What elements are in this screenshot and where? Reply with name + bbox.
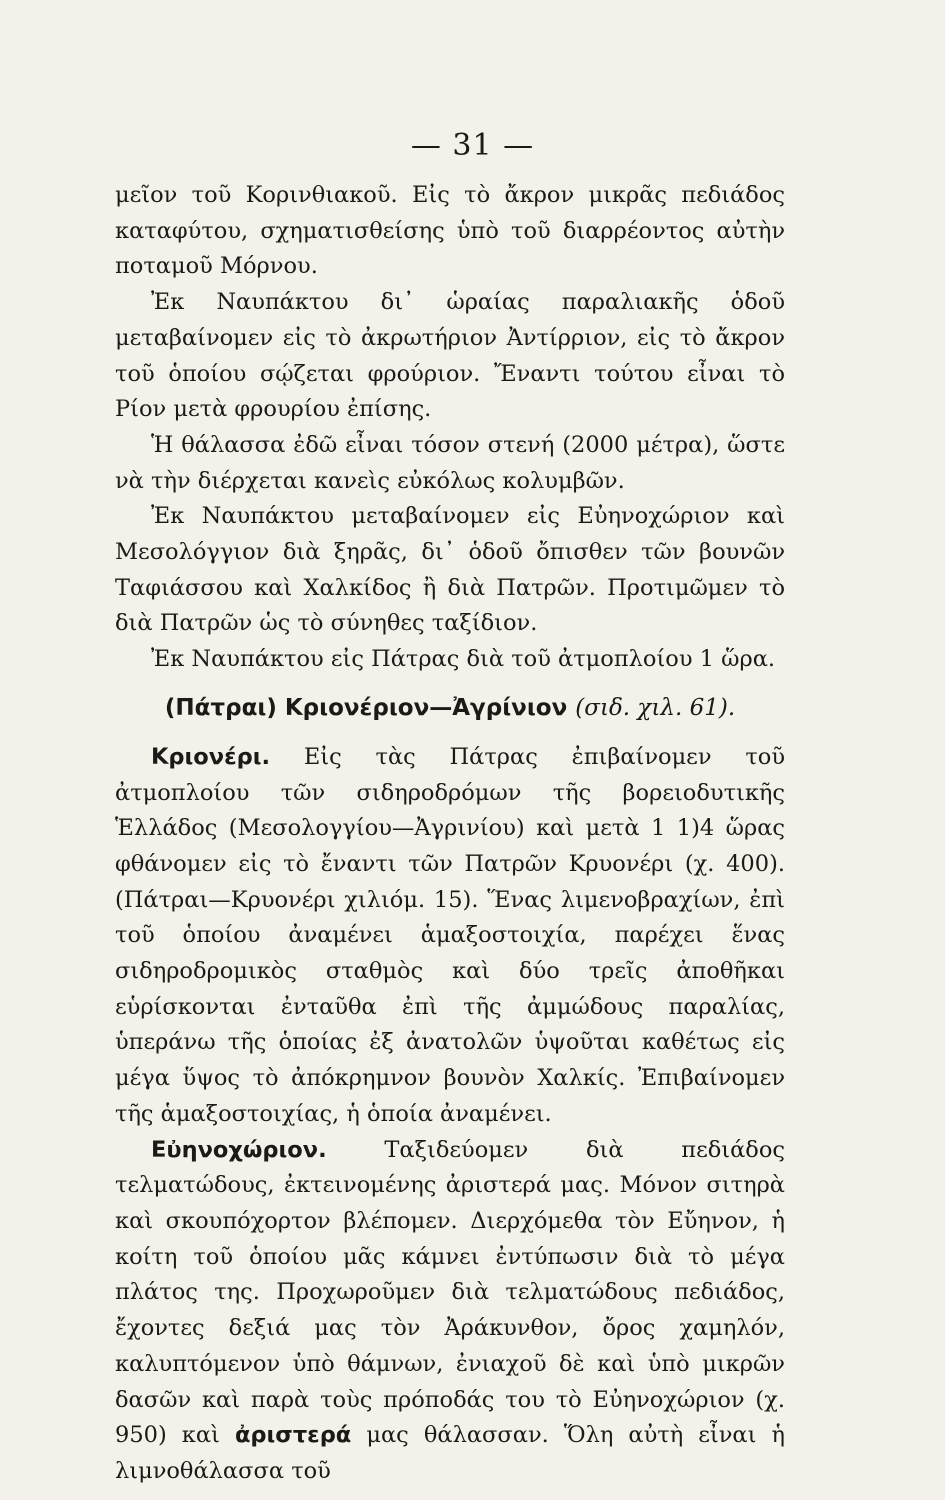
paragraph-krioneri	[115, 740, 785, 1133]
section-heading	[115, 692, 785, 724]
paragraph-4: Ἐκ Ναυπάκτου μεταβαίνομεν εἰς Εὐηνοχώριον καὶ Μεσολόγγιον διὰ ξηρᾶς, δι᾽ ὁδοῦ ὄπισθεν τῶν βουνῶν Ταφιάσσου καὶ Χαλκίδος ἢ διὰ Πατρῶν. Προτιμῶμεν τὸ διὰ Πατρῶν ὡς τὸ σύνηθες ταξίδιον.	[115, 503, 785, 637]
paragraph-2: Ἐκ Ναυπάκτου δι᾽ ὡραίας παραλιακῆς ὁδοῦ μεταβαίνομεν εἰς τὸ ἀκρωτήριον Ἀντίρριον, εἰς τὸ ἄκρον τοῦ ὁποίου σῴζεται φρούριον. Ἔναντι τούτου εἶναι τὸ Ρίον μετὰ φρουρίου ἐπίσης.	[115, 289, 785, 423]
evinochori-bold-word: ἀριστερά	[234, 1422, 352, 1449]
page-number: — 31 —	[410, 128, 535, 163]
body-text	[115, 178, 785, 1490]
evinochori-text-end: μας θάλασσαν. Ὅλη αὐτὴ εἶναι ἡ λιμνοθάλασσα τοῦ	[115, 1422, 785, 1484]
section-heading-reference: (σιδ. χιλ. 61).	[575, 694, 736, 721]
krioneri-text: Εἰς τὰς Πάτρας ἐπιβαίνομεν τοῦ ἀτμοπλοίου τῶν σιδηροδρόμων τῆς βορειοδυτικῆς Ἑλλάδος (Μεσολογγίου—Ἀγρινίου) καὶ μετὰ 1 1)4 ὥρας φθάνομεν εἰς τὸ ἔναντι τῶν Πατρῶν Κρυονέρι (χ. 400). (Πάτραι—Κρυονέρι χιλιόμ. 15). Ἕνας λιμενοβραχίων, ἐπὶ τοῦ ὁποίου ἀναμένει ἁμαξοστοιχία, παρέχει ἕνας σιδηροδρομικὸς σταθμὸς καὶ δύο τρεῖς ἀποθῆκαι εὑρίσκονται ἐνταῦθα ἐπὶ τῆς ἀμμώδους παραλίας, ὑπεράνω τῆς ὁποίας ἐξ ἀνατολῶν ὑψοῦται καθέτως εἰς μέγα ὕψος τὸ ἀπόκρημνον βουνὸν Χαλκίς. Ἐπιβαίνομεν τῆς ἁμαξοστοιχίας, ἡ ὁποία ἀναμένει.	[115, 743, 785, 1127]
section-heading-title: (Πάτραι) Κριονέριον—Ἀγρίνιον	[164, 694, 568, 721]
paragraph-evinochori	[115, 1133, 785, 1490]
paragraph-1: μεῖον τοῦ Κορινθιακοῦ. Εἰς τὸ ἄκρον μικρᾶς πεδιάδος καταφύτου, σχηματισθείσης ὑπὸ τοῦ διαρρέοντος αὐτὴν ποταμοῦ Μόρνου.	[115, 182, 785, 280]
krioneri-lead: Κριονέρι.	[151, 743, 271, 770]
paragraph-3: Ἡ θάλασσα ἐδῶ εἶναι τόσον στενή (2000 μέτρα), ὥστε νὰ τὴν διέρχεται κανεὶς εὐκόλως κολυμβῶν.	[115, 431, 785, 494]
evinochori-text: Ταξιδεύομεν διὰ πεδιάδος τελματώδους, ἐκτεινομένης ἀριστερά μας. Μόνον σιτηρὰ καὶ σκουπόχορτον βλέπομεν. Διερχόμεθα τὸν Εὔηνον, ἡ κοίτη τοῦ ὁποίου μᾶς κάμνει ἐντύπωσιν διὰ τὸ μέγα πλάτος της. Προχωροῦμεν διὰ τελματώδους πεδιάδος, ἔχοντες δεξιά μας τὸν Ἀράκυνθον, ὄρος χαμηλόν, καλυπτόμενον ὑπὸ θάμνων, ἐνιαχοῦ δὲ καὶ ὑπὸ μικρῶν δασῶν καὶ παρὰ τοὺς πρόποδάς του τὸ Εὐηνοχώριον (χ. 950) καὶ	[115, 1136, 785, 1449]
evinochori-lead: Εὐηνοχώριον.	[151, 1136, 327, 1163]
paragraph-5: Ἐκ Ναυπάκτου εἰς Πάτρας διὰ τοῦ ἀτμοπλοίου 1 ὥρα.	[151, 646, 776, 673]
